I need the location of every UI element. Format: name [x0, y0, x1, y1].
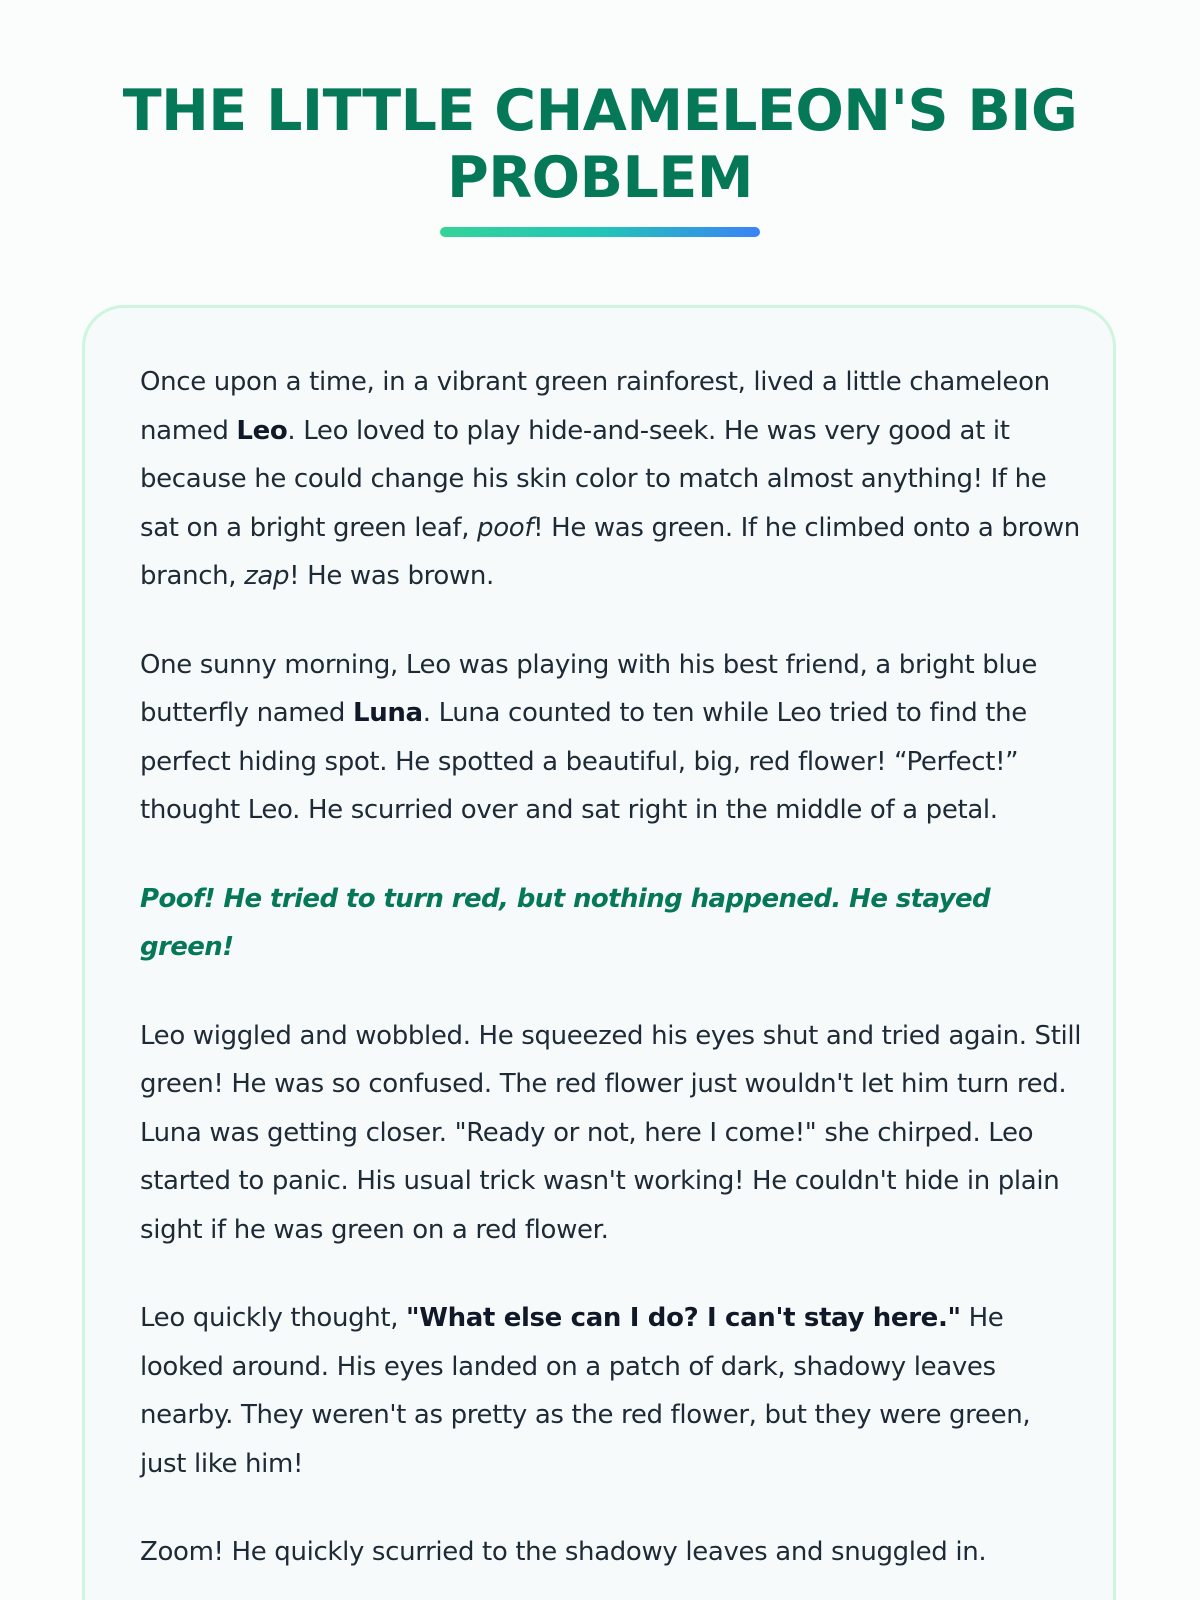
story-highlight-line: Poof! He tried to turn red, but nothing happened. He stayed green!: [140, 883, 991, 962]
leo-thought-quote: "What else can I do? I can't stay here.": [406, 1303, 961, 1333]
character-name-leo: Leo: [236, 415, 288, 446]
story-paragraph-4: Leo wiggled and wobbled. He squeezed his eyes shut and tried again. Still green! He was so confused. The red flower just wouldn't let him turn red. Luna was getting closer. "Ready or not, here I come!" she chirped. Leo started to panic. His usual trick wasn't working! He couldn't hide in plain sight if he was green on a red flower.: [140, 1020, 1082, 1245]
story-paragraph-2: [140, 641, 1084, 835]
paragraph-text: . Leo loved to play hide-and-seek. He was very good at it because he could change his skin color to match almost anything! If he sat on a bright green leaf,: [140, 415, 1047, 543]
title-underline: [440, 227, 760, 237]
story-paragraph-1: [140, 358, 1084, 601]
story-title: THE LITTLE CHAMELEON'S BIG PROBLEM: [122, 78, 1078, 211]
story-paragraph-5: [140, 1294, 1084, 1488]
sound-effect-poof: poof: [477, 512, 534, 543]
story-paragraph-6: Zoom! He quickly scurried to the shadowy leaves and snuggled in.: [140, 1537, 987, 1567]
paragraph-text: . Luna counted to ten while Leo tried to find the perfect hiding spot. He spotted a beautiful, big, red flower! “Perfect!” thought Leo. He scurried over and sat right in the middle of a petal.: [140, 698, 1027, 825]
sound-effect-zap: zap: [244, 561, 290, 591]
paragraph-text: Leo quickly thought,: [140, 1303, 407, 1333]
paragraph-text: Once upon a time, in a vibrant green rainforest, lived a little chameleon named: [140, 367, 1050, 446]
paragraph-text: ! He was green. If he climbed onto a brown branch,: [140, 512, 1080, 591]
story-body: [140, 358, 1084, 1600]
story-card: [82, 305, 1116, 1600]
paragraph-text: He looked around. His eyes landed on a patch of dark, shadowy leaves nearby. They weren't as pretty as the red flower, but they were green, just like him!: [140, 1303, 1031, 1479]
paragraph-text: One sunny morning, Leo was playing with his best friend, a bright blue butterfly named: [140, 649, 1038, 728]
character-name-luna: Luna: [353, 698, 423, 728]
paragraph-text: ! He was brown.: [289, 561, 494, 591]
